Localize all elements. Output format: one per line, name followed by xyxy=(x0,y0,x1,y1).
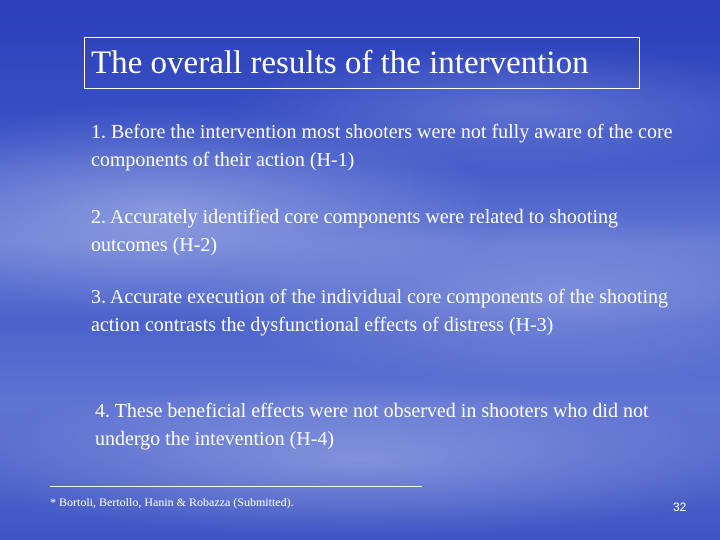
slide-title-text: The overall results of the intervention xyxy=(91,44,589,81)
result-point-1: 1. Before the intervention most shooters were not fully aware of the core components of their action (H-1) xyxy=(91,121,673,171)
page-number: 32 xyxy=(673,500,687,514)
footnote-citation: * Bortoli, Bertollo, Hanin & Robazza (Submitted). xyxy=(50,495,294,509)
result-point-4: 4. These beneficial effects were not observed in shooters who did not undergo the intevention (H-4) xyxy=(95,400,649,450)
footnote-divider xyxy=(50,486,422,487)
slide-title xyxy=(84,37,640,89)
result-point-2: 2. Accurately identified core components were related to shooting outcomes (H-2) xyxy=(91,206,619,256)
result-point-3: 3. Accurate execution of the individual core components of the shooting action contrasts the dysfunctional effects of distress (H-3) xyxy=(91,286,669,336)
